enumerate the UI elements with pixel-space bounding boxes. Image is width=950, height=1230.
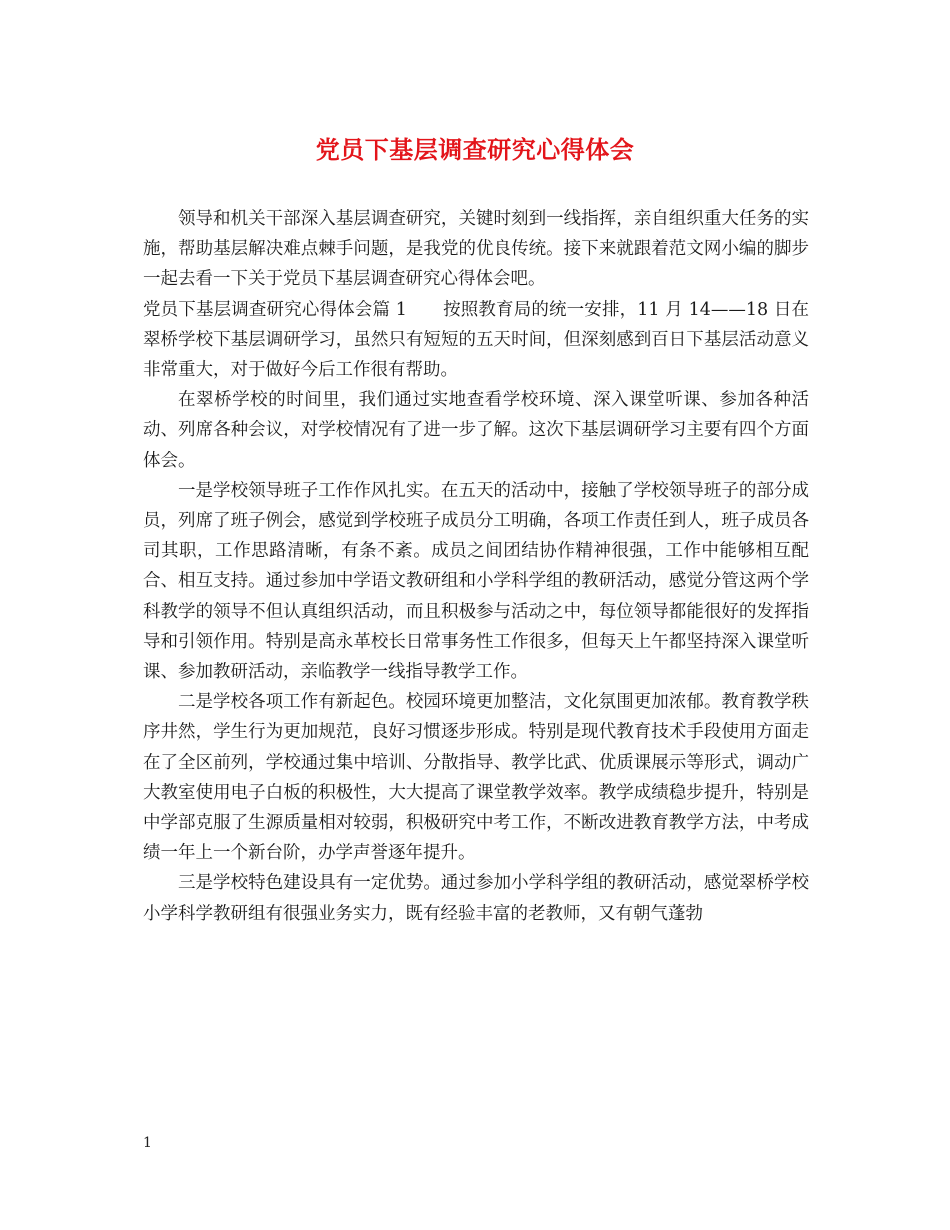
page-number: 1: [143, 1135, 152, 1151]
intro-paragraph: 领导和机关干部深入基层调查研究，关键时刻到一线指挥，亲自组织重大任务的实施，帮助基层解决难点棘手问题，是我党的优良传统。接下来就跟着范文网小编的脚步一起去看一下关于党员下基层调查研究心得体会吧。: [143, 209, 809, 290]
document-title: 党员下基层调查研究心得体会: [315, 135, 635, 164]
body-paragraph-2: 一是学校领导班子工作作风扎实。在五天的活动中，接触了学校领导班子的部分成员，列席了班子例会，感觉到学校班子成员分工明确，各项工作责任到人，班子成员各司其职，工作思路清晰，有条不紊。成员之间团结协作精神很强，工作中能够相互配合、相互支持。通过参加中学语文教研组和小学科学组的教研活动，感觉分管这两个学科教学的领导不但认真组织活动，而且积极参与活动之中，每位领导都能很好的发挥指导和引领作用。特别是高永革校长日常事务性工作很多，但每天上午都坚持深入课堂听课、参加教研活动，亲临教学一线指导教学工作。: [143, 480, 809, 683]
body-paragraph-3: 二是学校各项工作有新起色。校园环境更加整洁，文化氛围更加浓郁。教育教学秩序井然，学生行为更加规范，良好习惯逐步形成。特别是现代教育技术手段使用方面走在了全区前列，学校通过集中培训、分散指导、教学比武、优质课展示等形式，调动广大教室使用电子白板的积极性，大大提高了课堂教学效率。教学成绩稳步提升，特别是中学部克服了生源质量相对较弱，积极研究中考工作，不断改进教育教学方法，中考成绩一年上一个新台阶，办学声誉逐年提升。: [143, 692, 809, 864]
section-paragraph: [143, 295, 809, 386]
section-first-paragraph: 按照教育局的统一安排，11 月 14——18 日在翠桥学校下基层调研学习，虽然只有短短的五天时间，但深刻感到百日下基层活动意义非常重大，对于做好今后工作很有帮助。: [143, 299, 809, 381]
body-paragraph-4: 三是学校特色建设具有一定优势。通过参加小学科学组的教研活动，感觉翠桥学校小学科学教研组有很强业务实力，既有经验丰富的老教师，又有朝气蓬勃: [143, 873, 809, 924]
body-paragraph-1: 在翠桥学校的时间里，我们通过实地查看学校环境、深入课堂听课、参加各种活动、列席各种会议，对学校情况有了进一步了解。这次下基层调研学习主要有四个方面体会。: [143, 390, 809, 471]
section-heading: 党员下基层调查研究心得体会篇 1: [143, 299, 407, 320]
document-body: [143, 204, 809, 929]
